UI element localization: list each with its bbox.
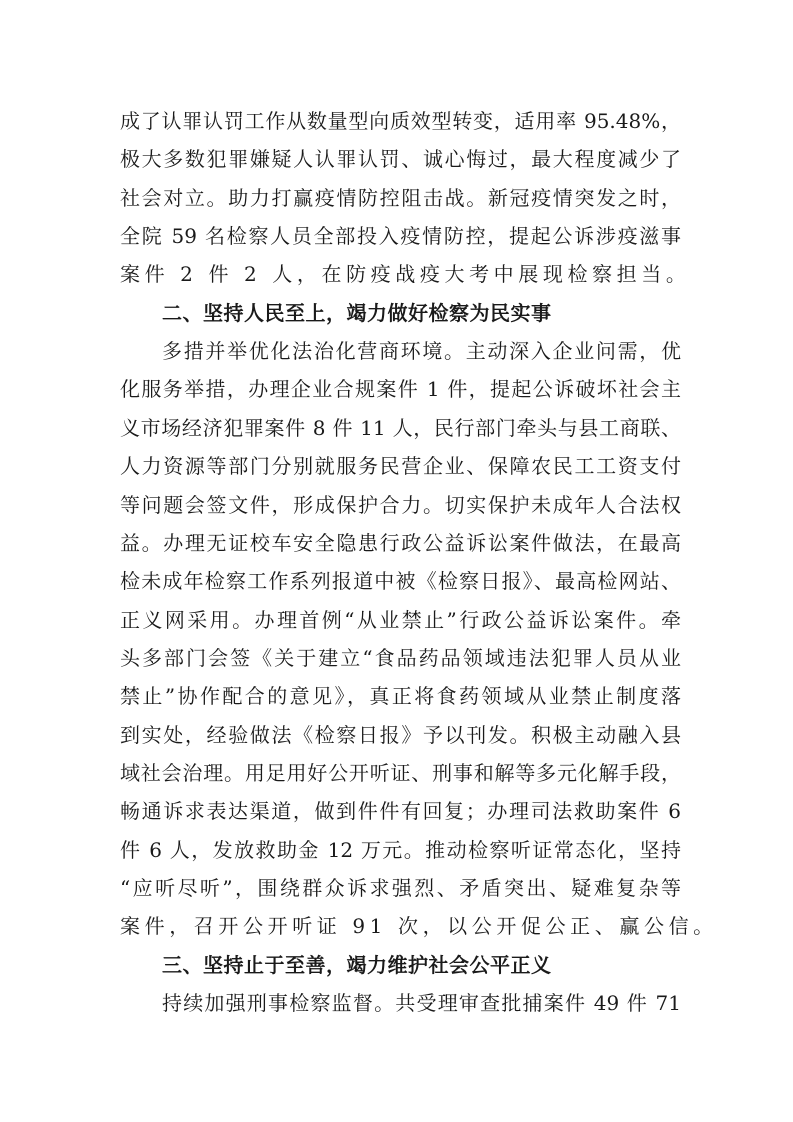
text-line: 等问题会签文件，形成保护合力。切实保护未成年人合法权	[120, 492, 681, 517]
text-line: 成了认罪认罚工作从数量型向质效型转变，适用率 95.48%，	[120, 109, 681, 133]
text-line: 检未成年检察工作系列报道中被《检察日报》、最高检网站、	[120, 569, 681, 594]
text-line: “应听尽听”，围绕群众诉求强烈、矛盾突出、疑难复杂等	[120, 876, 681, 900]
text-line: 头多部门会签《关于建立“食品药品领域违法犯罪人员从业	[120, 645, 681, 670]
text-line: 到实处，经验做法《检察日报》予以刊发。积极主动融入县	[120, 722, 681, 747]
text-line: 案件，召开公开听证 91 次，以公开促公正、赢公信。	[120, 914, 718, 939]
text-line: 畅通诉求表达渠道，做到件件有回复；办理司法救助案件 6	[120, 799, 681, 824]
text-line: 禁止”协作配合的意见》，真正将食药领域从业禁止制度落	[120, 684, 681, 709]
text-line: 人力资源等部门分别就服务民营企业、保障农民工工资支付	[120, 454, 681, 479]
text-line: 域社会治理。用足用好公开听证、刑事和解等多元化解手段，	[120, 760, 681, 785]
text-line: 极大多数犯罪嫌疑人认罪认罚、诚心悔过，最大程度减少了	[120, 147, 681, 172]
text-line: 多措并举优化法治化营商环境。主动深入企业问需，优	[162, 339, 681, 364]
section-heading: 二、坚持人民至上，竭力做好检察为民实事	[162, 300, 552, 325]
text-line: 社会对立。助力打赢疫情防控阻击战。新冠疫情突发之时，	[120, 185, 681, 210]
text-line: 件 6 人，发放救助金 12 万元。推动检察听证常态化，坚持	[120, 837, 681, 862]
text-line: 案件 2 件 2 人，在防疫战疫大考中展现检察担当。	[120, 262, 691, 287]
text-line: 益。办理无证校车安全隐患行政公益诉讼案件做法，在最高	[120, 530, 681, 555]
text-line: 正义网采用。办理首例“从业禁止”行政公益诉讼案件。牵	[120, 607, 681, 632]
text-line: 持续加强刑事检察监督。共受理审查批捕案件 49 件 71	[162, 991, 681, 1016]
text-line: 义市场经济犯罪案件 8 件 11 人，民行部门牵头与县工商联、	[120, 415, 681, 440]
text-line: 化服务举措，办理企业合规案件 1 件，提起公诉破坏社会主	[120, 377, 681, 402]
section-heading: 三、坚持止于至善，竭力维护社会公平正义	[162, 952, 552, 977]
text-line: 全院 59 名检察人员全部投入疫情防控，提起公诉涉疫滋事	[120, 224, 681, 249]
